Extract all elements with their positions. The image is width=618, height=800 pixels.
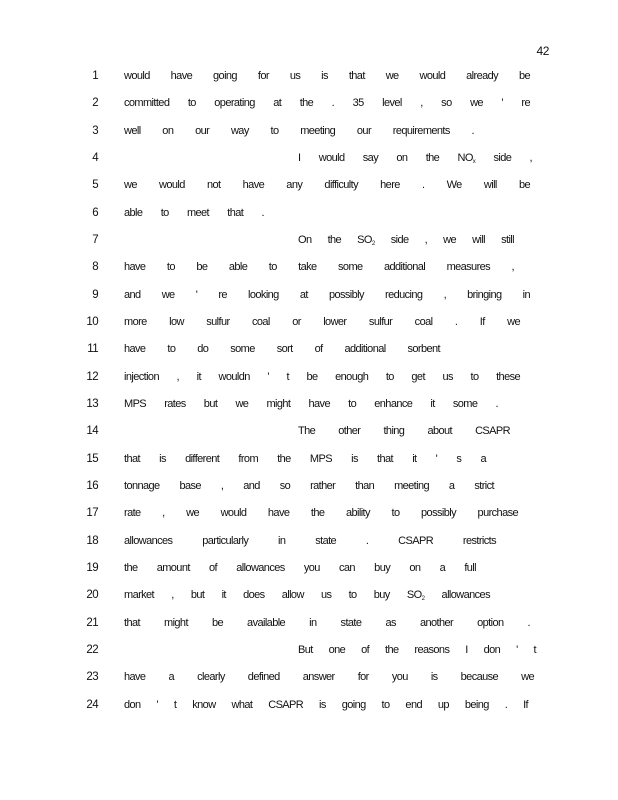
transcript-line bbox=[0, 70, 618, 90]
transcript-line bbox=[0, 207, 618, 227]
line-number: 22 bbox=[86, 644, 98, 656]
line-text: don ' t know what CSAPR is going to end up being . If bbox=[124, 699, 528, 711]
transcript-line bbox=[0, 535, 618, 555]
line-text: have to be able to take some additional measures , bbox=[124, 261, 514, 273]
subscript: 2 bbox=[421, 596, 425, 602]
line-number: 6 bbox=[92, 207, 98, 219]
line-number: 10 bbox=[86, 316, 98, 328]
line-number: 5 bbox=[92, 179, 98, 191]
transcript-line bbox=[0, 644, 618, 664]
line-number: 13 bbox=[86, 398, 98, 410]
line-text: But one of the reasons I don ' t bbox=[298, 644, 536, 656]
line-number: 17 bbox=[86, 507, 98, 519]
line-number: 1 bbox=[92, 70, 98, 82]
line-text: more low sulfur coal or lower sulfur coal . If we bbox=[124, 316, 520, 328]
line-number: 15 bbox=[86, 453, 98, 465]
transcript-line bbox=[0, 316, 618, 336]
transcript-line bbox=[0, 699, 618, 719]
line-number: 20 bbox=[86, 589, 98, 601]
transcript-line bbox=[0, 343, 618, 363]
line-text: The other thing about CSAPR bbox=[298, 425, 510, 437]
line-text: allowances particularly in state . CSAPR restricts bbox=[124, 535, 496, 547]
line-number: 11 bbox=[87, 343, 98, 355]
page-number: 42 bbox=[536, 44, 549, 58]
subscript: x bbox=[472, 159, 476, 165]
line-number: 21 bbox=[86, 617, 98, 629]
transcript-line bbox=[0, 261, 618, 281]
transcript-line bbox=[0, 371, 618, 391]
line-text: able to meet that . bbox=[124, 207, 264, 219]
transcript-line bbox=[0, 179, 618, 199]
line-text: well on our way to meeting our requirements . bbox=[124, 125, 474, 137]
transcript-line bbox=[0, 234, 618, 254]
transcript-line bbox=[0, 453, 618, 473]
line-text: market , but it does allow us to buy $SO_2$ allowances bbox=[124, 589, 490, 602]
line-number: 19 bbox=[86, 562, 98, 574]
line-text: committed to operating at the . 35 level , so we ' re bbox=[124, 97, 530, 109]
line-text: rate , we would have the ability to possibly purchase bbox=[124, 507, 518, 519]
line-number: 3 bbox=[92, 125, 98, 137]
line-text: would have going for us is that we would already be bbox=[124, 70, 530, 82]
line-number: 8 bbox=[92, 261, 98, 273]
line-number: 12 bbox=[86, 371, 98, 383]
line-text: have to do some sort of additional sorbent bbox=[124, 343, 440, 355]
line-text: tonnage base , and so rather than meeting a strict bbox=[124, 480, 494, 492]
transcript-line bbox=[0, 398, 618, 418]
line-number: 18 bbox=[86, 535, 98, 547]
subscript: 2 bbox=[371, 241, 375, 247]
line-text: I would say on the $NO_x$ side , bbox=[298, 152, 532, 165]
line-number: 24 bbox=[86, 699, 98, 711]
line-number: 23 bbox=[86, 671, 98, 683]
line-text: and we ' re looking at possibly reducing , bringing in bbox=[124, 289, 530, 301]
line-number: 16 bbox=[86, 480, 98, 492]
line-number: 4 bbox=[92, 152, 98, 164]
line-text: injection , it wouldn ' t be enough to get us to these bbox=[124, 371, 520, 383]
transcript-line bbox=[0, 671, 618, 691]
line-text: have a clearly defined answer for you is because we bbox=[124, 671, 534, 683]
line-text: that is different from the MPS is that it ' s a bbox=[124, 453, 486, 465]
line-text: the amount of allowances you can buy on a full bbox=[124, 562, 476, 574]
transcript-line bbox=[0, 507, 618, 527]
line-number: 7 bbox=[92, 234, 98, 246]
transcript-line bbox=[0, 480, 618, 500]
transcript-line bbox=[0, 97, 618, 117]
line-text: On the $SO_2$ side , we will still bbox=[298, 234, 514, 247]
line-number: 2 bbox=[92, 97, 98, 109]
line-number: 14 bbox=[86, 425, 98, 437]
transcript-line bbox=[0, 425, 618, 445]
line-number: 9 bbox=[92, 289, 98, 301]
transcript-line bbox=[0, 617, 618, 637]
line-text: that might be available in state as another option . bbox=[124, 617, 530, 629]
line-text: MPS rates but we might have to enhance it some . bbox=[124, 398, 498, 410]
transcript-line bbox=[0, 289, 618, 309]
line-text: we would not have any difficulty here . We will be bbox=[124, 179, 530, 191]
transcript-line bbox=[0, 125, 618, 145]
transcript-line bbox=[0, 562, 618, 582]
transcript-line bbox=[0, 589, 618, 609]
transcript-line bbox=[0, 152, 618, 172]
